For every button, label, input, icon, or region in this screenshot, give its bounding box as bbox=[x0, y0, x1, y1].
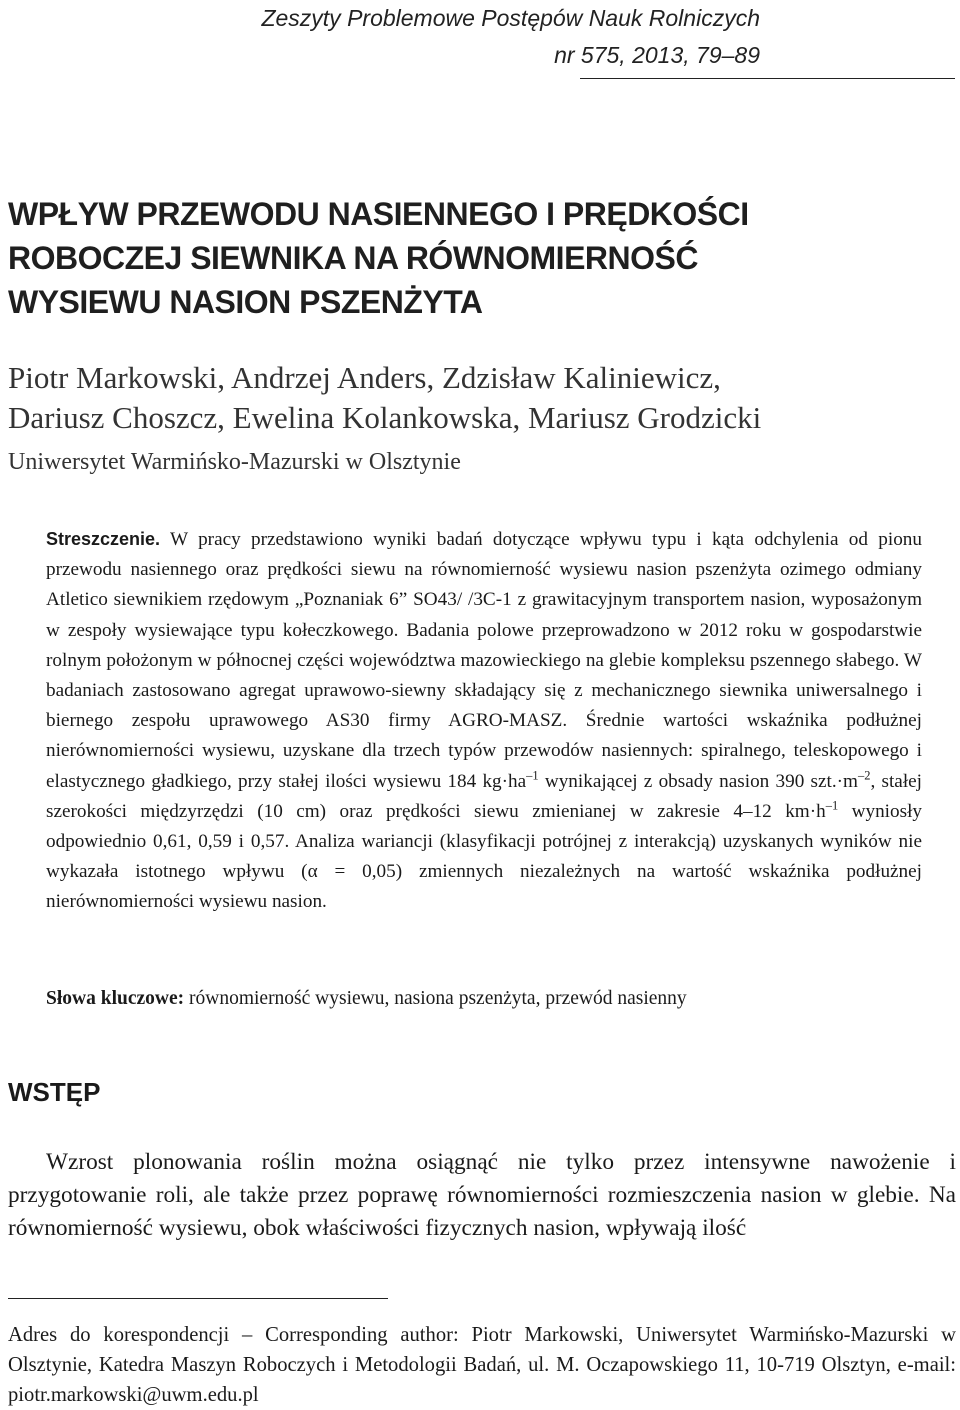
keywords bbox=[46, 984, 946, 1014]
abstract-text: , stałej szerokości międzyrzędzi (10 cm) oraz prędkości siewu zmienianej w zakresie 4–12 km·h bbox=[46, 770, 922, 822]
superscript: –1 bbox=[526, 768, 539, 783]
intro-paragraph: Wzrost plonowania roślin można osiągnąć nie tylko przez intensywne nawożenie i przygotowanie roli, ale także przez poprawę równomierności rozmieszczenia nasion w glebie. Na równomierność wysiewu, obok właściwości fizycznych nasion, wpływają ilość bbox=[8, 1149, 956, 1241]
keywords-label: Słowa kluczowe: bbox=[46, 988, 185, 1009]
abstract-text: wyniosły odpowiednio 0,61, 0,59 i 0,57. Analiza wariancji (klasyfikacji potrójnej z interakcją) uzyskanych wyników nie wykazała istotnego wpływu (α = 0,05) zmiennych niezależnych na wartość wskaźnika podłużnej nierównomierności wysiewu nasion. bbox=[46, 800, 922, 913]
header-rule bbox=[580, 78, 955, 79]
author-line: Piotr Markowski, Andrzej Anders, Zdzisław Kaliniewicz, bbox=[8, 360, 721, 395]
abstract-text: W pracy przedstawiono wyniki badań dotyczące wpływu typu i kąta odchylenia od pionu przewodu nasiennego oraz prędkości siewu na równomierność wysiewu nasion pszenżyta ozimego odmiany Atletico siewnikiem rzędowym „Poznaniak 6” SO43/ /3C-1 z grawitacyjnym transportem nasion, wyposażonym w zespoły wysiewające typu kołeczkowego. Badania polowe przeprowadzono w 2012 roku w gospodarstwie rolnym położonym w północnej części województwa mazowieckiego na glebie kompleksu pszennego słabego. W badaniach zastosowano agregat uprawowo-siewny składający się z mechanicznego siewnika uniwersalnego i biernego zespołu uprawowego AS30 firmy AGRO-MASZ. Średnie wartości wskaźnika podłużnej nierównomierności wysiewu, uzyskane dla trzech typów przewodów nasiennych: spiralnego, teleskopowego i elastycznego gładkiego, przy stałej ilości wysiewu 184 kg·ha bbox=[46, 529, 922, 792]
abstract-text: wynikającej z obsady nasion 390 szt.·m bbox=[538, 770, 858, 792]
keywords-text: równomierność wysiewu, nasiona pszenżyta, przewód nasienny bbox=[184, 988, 687, 1009]
superscript: –1 bbox=[825, 798, 839, 813]
affiliation: Uniwersytet Warmińsko-Mazurski w Olsztynie bbox=[8, 449, 461, 475]
title-line: ROBOCZEJ SIEWNIKA NA RÓWNOMIERNOŚĆ bbox=[8, 240, 698, 276]
title-line: WYSIEWU NASION PSZENŻYTA bbox=[8, 284, 483, 320]
journal-header bbox=[0, 0, 760, 74]
abstract bbox=[46, 524, 922, 918]
journal-issue: nr 575, 2013, 79–89 bbox=[554, 42, 760, 68]
journal-name: Zeszyty Problemowe Postępów Nauk Rolniczych bbox=[261, 5, 760, 31]
author-line: Dariusz Choszcz, Ewelina Kolankowska, Mariusz Grodzicki bbox=[8, 400, 762, 435]
article-title bbox=[8, 192, 948, 324]
title-line: WPŁYW PRZEWODU NASIENNEGO I PRĘDKOŚCI bbox=[8, 196, 749, 232]
superscript: –2 bbox=[857, 768, 871, 783]
section-heading: WSTĘP bbox=[8, 1077, 101, 1107]
footnote: Adres do korespondencji – Corresponding author: Piotr Markowski, Uniwersytet Warmińsko-Mazurski w Olsztynie, Katedra Maszyn Roboczych i Metodologii Badań, ul. M. Oczapowskiego 11, 10-719 Olsztyn, e-mail: piotr.markowski@uwm.edu.pl bbox=[8, 1324, 956, 1406]
footnote-rule bbox=[8, 1298, 388, 1299]
abstract-label: Streszczenie. bbox=[46, 529, 161, 549]
authors bbox=[8, 358, 948, 438]
